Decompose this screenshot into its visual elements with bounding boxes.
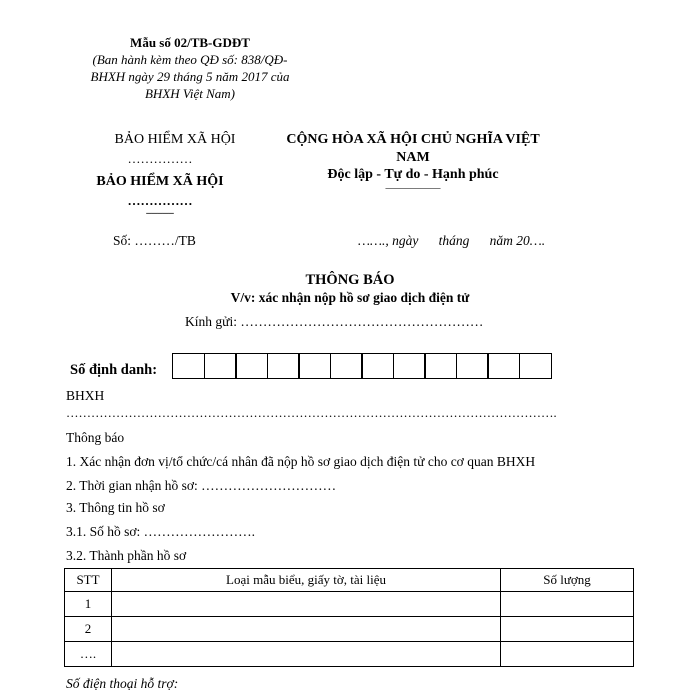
issued-line-2: BHXH ngày 29 tháng 5 năm 2017 của [90, 69, 290, 84]
identifier-cell[interactable] [424, 353, 457, 379]
row-stt: 1 [65, 592, 112, 617]
org-rule: ––––– [146, 207, 174, 219]
identifier-cell[interactable] [204, 353, 237, 379]
national-motto: Độc lập - Tự do - Hạnh phúc [327, 167, 499, 182]
identifier-cell[interactable] [519, 353, 552, 379]
document-number: Số: ………/TB [113, 233, 196, 248]
header-document-type: Loại mẫu biểu, giấy tờ, tài liệu [112, 569, 501, 592]
row-document-type[interactable] [112, 617, 501, 642]
org-child-dots: …………… [127, 193, 193, 208]
item-3-1: 3.1. Số hồ sơ: ……………………. [66, 524, 256, 539]
item-3-2: 3.2. Thành phần hồ sơ [66, 548, 187, 563]
table-row [65, 592, 634, 617]
header-stt: STT [65, 569, 112, 592]
notice-title: THÔNG BÁO [305, 272, 395, 288]
header-quantity: Số lượng [501, 569, 634, 592]
table-row [65, 642, 634, 667]
row-quantity[interactable] [501, 592, 634, 617]
dotted-line: ………………………………………………………………………………………………………. [66, 406, 557, 420]
notice-label: Thông báo [66, 430, 125, 445]
identifier-boxes [172, 353, 552, 379]
identifier-cell[interactable] [172, 353, 205, 379]
identifier-label: Số định danh: [70, 362, 158, 378]
identifier-cell[interactable] [361, 353, 394, 379]
item-1: 1. Xác nhận đơn vị/tổ chức/cá nhân đã nộp hồ sơ giao dịch điện tử cho cơ quan BHXH [66, 454, 536, 469]
identifier-cell[interactable] [235, 353, 268, 379]
notice-subject: V/v: xác nhận nộp hồ sơ giao dịch điện tử [230, 290, 470, 305]
item-2: 2. Thời gian nhận hồ sơ: ………………………… [66, 478, 337, 493]
org-parent-dots: …………… [127, 151, 193, 166]
identifier-cell[interactable] [393, 353, 426, 379]
recipient-line: Kính gửi: ……………………………………………… [185, 314, 484, 329]
item-3: 3. Thông tin hồ sơ [66, 500, 165, 515]
org-child-name: BẢO HIỂM XÃ HỘI [96, 174, 224, 189]
row-stt: 2 [65, 617, 112, 642]
issued-line-1: (Ban hành kèm theo QĐ số: 838/QĐ- [92, 52, 288, 67]
org-parent-name: BẢO HIỂM XÃ HỘI [114, 132, 236, 147]
row-document-type[interactable] [112, 592, 501, 617]
issued-line-3: BHXH Việt Nam) [144, 86, 236, 101]
identifier-cell[interactable] [456, 353, 489, 379]
row-document-type[interactable] [112, 642, 501, 667]
identifier-cell[interactable] [267, 353, 300, 379]
table-header-row [65, 569, 634, 592]
bhxh-label: BHXH [66, 388, 105, 403]
form-code: Mẫu số 02/TB-GDĐT [130, 35, 250, 50]
form-header [60, 34, 320, 102]
identifier-cell[interactable] [487, 353, 520, 379]
date-line: ……., ngày tháng năm 20…. [358, 233, 546, 248]
support-phone-label: Số điện thoại hỗ trợ: [66, 676, 179, 691]
row-stt: …. [65, 642, 112, 667]
motto-rule: ––––––––––– [385, 183, 441, 194]
identifier-cell[interactable] [330, 353, 363, 379]
table-row [65, 617, 634, 642]
country-name-line-1: CỘNG HÒA XÃ HỘI CHỦ NGHĨA VIỆT [286, 132, 540, 147]
row-quantity[interactable] [501, 642, 634, 667]
row-quantity[interactable] [501, 617, 634, 642]
identifier-cell[interactable] [298, 353, 331, 379]
documents-table [64, 568, 634, 667]
country-name-line-2: NAM [396, 150, 430, 165]
